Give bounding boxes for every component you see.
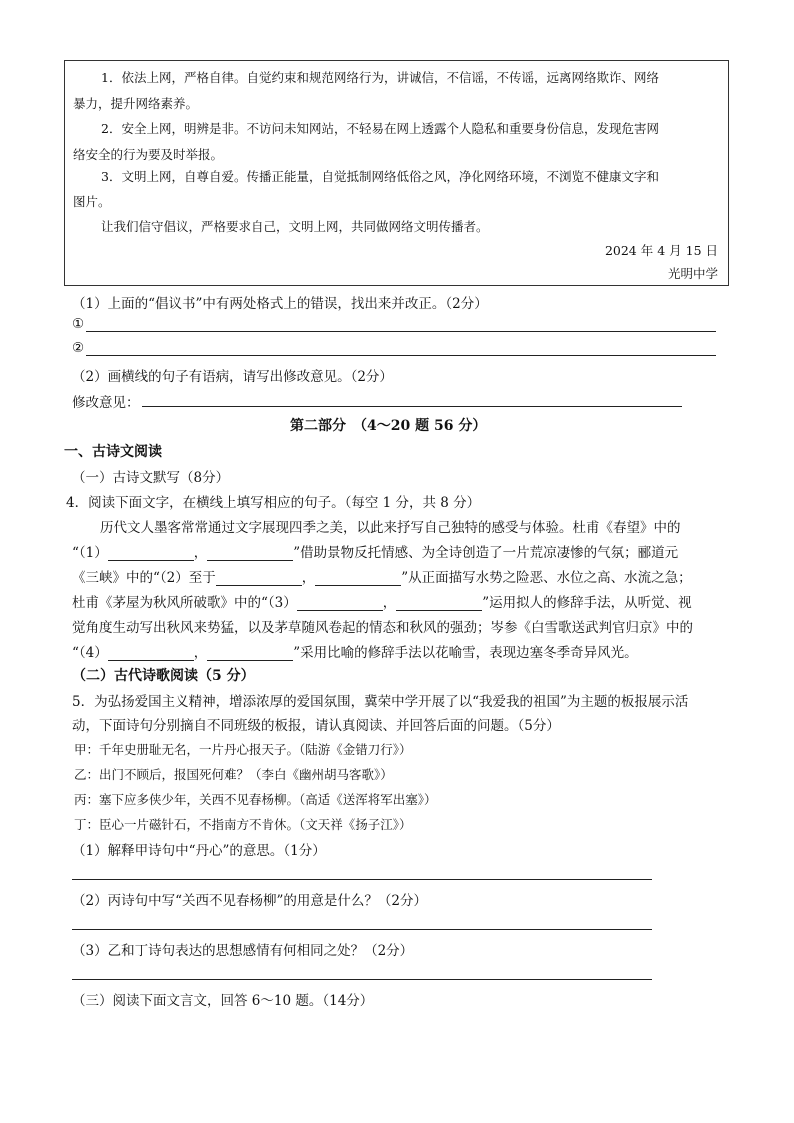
- q4-line6-comma: ，: [193, 645, 208, 661]
- answer-line-5-1[interactable]: [72, 879, 652, 880]
- question-5-line-2: 动，下面诗句分别摘自不同班级的板报，请认真阅读、并回答后面的问题。（5分）: [72, 718, 560, 734]
- poem-bing: 丙：塞下应多侠少年，关西不见春杨柳。（高适《送浑将军出塞》）: [74, 792, 437, 807]
- section-classical-reading: 一、古诗文阅读: [64, 444, 162, 460]
- q4-passage-line-4: [72, 591, 692, 611]
- subsection-poetry: （二）古代诗歌阅读（5 分）: [72, 668, 255, 684]
- q4-line2-start: “（1）: [72, 545, 108, 561]
- answer-line-5-3[interactable]: [72, 979, 652, 980]
- q4-line4-end: ”运用拟人的修辞手法，从听觉、视: [482, 595, 692, 611]
- proposal-box: [64, 60, 729, 286]
- blank-1b[interactable]: [207, 546, 293, 561]
- subsection-classical-prose: （三）阅读下面文言文，回答 6～10 题。（14分）: [72, 993, 374, 1009]
- proposal-date: 2024 年 4 月 15 日: [604, 243, 718, 258]
- blank-4a[interactable]: [108, 646, 194, 661]
- poem-yi: 乙：出门不顾后，报国死何难？（李白《幽州胡马客歌》）: [74, 767, 393, 782]
- revision-label: 修改意见：: [72, 395, 140, 411]
- answer-line-1[interactable]: [86, 331, 716, 332]
- q4-passage-line-2: [72, 541, 678, 561]
- question-5-1: （1）解释甲诗句中“丹心”的意思。（1分）: [72, 843, 326, 859]
- proposal-item-1: 1．依法上网，严格自律。自觉约束和规范网络行为，讲诚信，不信谣，不传谣，远离网络欺诈、网络: [101, 70, 659, 85]
- q4-line3-end: ”从正面描写水势之险恶、水位之高、水流之急；: [401, 570, 692, 586]
- blank-2a[interactable]: [216, 571, 302, 586]
- blank-3a[interactable]: [297, 596, 383, 611]
- q4-line3-comma: ，: [301, 570, 316, 586]
- answer-mark-2: ②: [72, 340, 85, 356]
- proposal-signature: 光明中学: [667, 266, 718, 281]
- blank-3b[interactable]: [396, 596, 482, 611]
- q4-line2-end: ”借助景物反托情感、为全诗创造了一片荒凉凄惨的气氛；郦道元: [293, 545, 679, 561]
- proposal-closing: 让我们信守倡议，严格要求自己，文明上网，共同做网络文明传播者。: [101, 219, 489, 234]
- q4-passage-line-5: 觉角度生动写出秋风来势猛，以及茅草随风卷起的情态和秋风的强劲；岑参《白雪歌送武判官归京》中的: [72, 620, 693, 636]
- answer-line-5-2[interactable]: [72, 929, 652, 930]
- proposal-item-3-cont: 图片。: [73, 194, 111, 209]
- poem-jia: 甲：千年史册耻无名，一片丹心报天子。（陆游《金错刀行》）: [74, 742, 412, 757]
- proposal-item-3: 3．文明上网，自尊自爱。传播正能量，自觉抵制网络低俗之风，净化网络环境，不浏览不健康文字和: [101, 169, 659, 184]
- poem-ding: 丁：臣心一片磁针石，不指南方不肯休。（文天祥《扬子江》）: [74, 817, 412, 832]
- q4-passage-line-6: [72, 641, 638, 661]
- q4-line6-start: “（4）: [72, 645, 108, 661]
- question-5-line-1: 5．为弘扬爱国主义精神，增添浓厚的爱国氛围，冀荣中学开展了以“我爱我的祖国”为主题的板报展示活: [72, 694, 689, 710]
- blank-1a[interactable]: [108, 546, 194, 561]
- question-5-2: （2）丙诗句中写“关西不见春杨柳”的用意是什么？（2分）: [72, 893, 427, 909]
- proposal-item-2-cont: 络安全的行为要及时举报。: [73, 147, 224, 162]
- answer-mark-1: ①: [72, 316, 85, 332]
- question-2-prompt: （2）画横线的句子有语病，请写出修改意见。（2分）: [72, 369, 393, 385]
- q4-line2-comma: ，: [193, 545, 208, 561]
- blank-2b[interactable]: [315, 571, 401, 586]
- part-two-title: 第二部分 （4～20 题 56 分）: [290, 418, 487, 434]
- question-5-3: （3）乙和丁诗句表达的思想感情有何相同之处？（2分）: [72, 943, 414, 959]
- subsection-dictation: （一）古诗文默写（8分）: [72, 470, 230, 486]
- q4-line4-comma: ，: [382, 595, 397, 611]
- proposal-item-2: 2．安全上网，明辨是非。不访问未知网站，不轻易在网上透露个人隐私和重要身份信息，发现危害网: [101, 121, 659, 136]
- q4-line6-end: ”采用比喻的修辞手法以花喻雪，表现边塞冬季奇异风光。: [293, 645, 638, 661]
- q4-line4-start: 杜甫《茅屋为秋风所破歌》中的“（3）: [72, 595, 297, 611]
- answer-line-2[interactable]: [86, 355, 716, 356]
- q4-passage-line-1: 历代文人墨客常常通过文字展现四季之美，以此来抒写自己独特的感受与体验。杜甫《春望》中的: [100, 520, 681, 536]
- proposal-item-1-cont: 暴力，提升网络素养。: [73, 96, 199, 111]
- q4-passage-line-3: [72, 566, 692, 586]
- question-1-prompt: （1）上面的“倡议书”中有两处格式上的错误，找出来并改正。（2分）: [72, 296, 488, 312]
- revision-answer-line[interactable]: [142, 406, 682, 407]
- question-4-prompt: 4．阅读下面文字，在横线上填写相应的句子。（每空 1 分，共 8 分）: [66, 495, 481, 511]
- blank-4b[interactable]: [207, 646, 293, 661]
- q4-line3-start: 《三峡》中的“（2）至于: [72, 570, 216, 586]
